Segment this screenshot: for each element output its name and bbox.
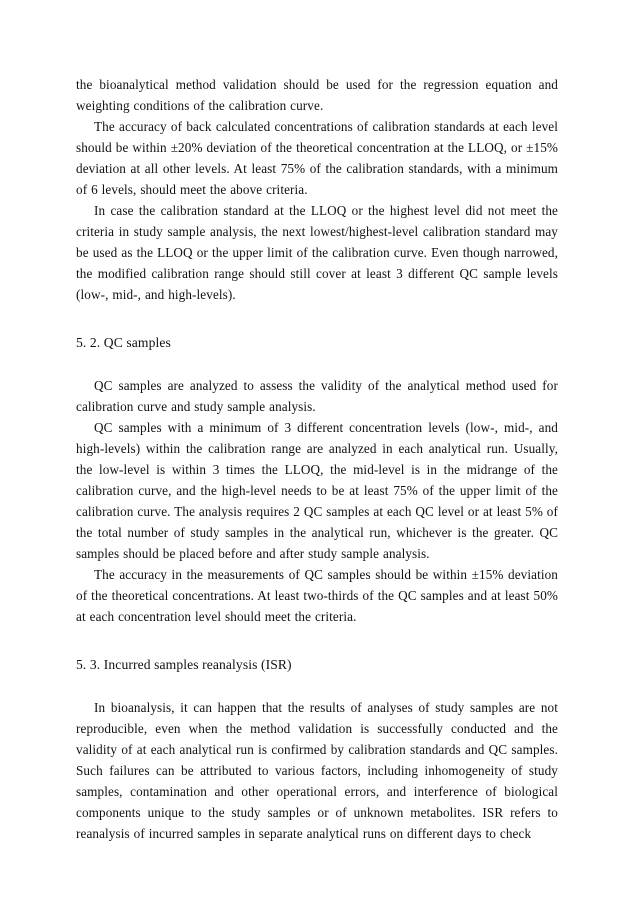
- paragraph-qc-samples-accuracy-criteria: The accuracy in the measurements of QC samples should be within ±15% deviation of the theoretical concentrations. At least two-thirds of the QC samples and at least 50% at each concentration level should meet the criteria.: [76, 567, 558, 624]
- paragraph-calibration-curve-continuation: the bioanalytical method validation should be used for the regression equation and weighting conditions of the calibration curve.: [76, 77, 558, 113]
- section-heading-incurred-samples-reanalysis: 5. 3. Incurred samples reanalysis (ISR): [76, 657, 292, 672]
- paragraph-calibration-range-modification: In case the calibration standard at the LLOQ or the highest level did not meet the criteria in study sample analysis, the next lowest/highest-level calibration standard may be used as the LLOQ or the upper limit of the calibration curve. Even though narrowed, the modified calibration range should still cover at least 3 different QC sample levels (low-, mid-, and high-levels).: [76, 203, 558, 302]
- paragraph-qc-samples-levels-requirements: QC samples with a minimum of 3 different concentration levels (low-, mid-, and high-levels) within the calibration range are analyzed in each analytical run. Usually, the low-level is within 3 times the LLOQ, the mid-level is in the midrange of the calibration curve, and the high-level needs to be at least 75% of the upper limit of the calibration curve. The analysis requires 2 QC samples at each QC level or at least 5% of the total number of study samples in the analytical run, whichever is the greater. QC samples should be placed before and after study sample analysis.: [76, 420, 558, 561]
- paragraph-qc-samples-purpose: QC samples are analyzed to assess the validity of the analytical method used for calibration curve and study sample analysis.: [76, 378, 558, 414]
- page-text-column: [76, 74, 558, 844]
- paragraph-isr-introduction: In bioanalysis, it can happen that the results of analyses of study samples are not reproducible, even when the method validation is successfully conducted and the validity of at each analytical run is confirmed by calibration standards and QC samples. Such failures can be attributed to various factors, including inhomogeneity of study samples, contamination and other operational errors, and interference of biological components unique to the study samples or of unknown metabolites. ISR refers to reanalysis of incurred samples in separate analytical runs on different days to check: [76, 700, 558, 841]
- section-heading-qc-samples: 5. 2. QC samples: [76, 335, 171, 350]
- paragraph-calibration-accuracy-criteria: The accuracy of back calculated concentrations of calibration standards at each level should be within ±20% deviation of the theoretical concentration at the LLOQ, or ±15% deviation at all other levels. At least 75% of the calibration standards, with a minimum of 6 levels, should meet the above criteria.: [76, 119, 558, 197]
